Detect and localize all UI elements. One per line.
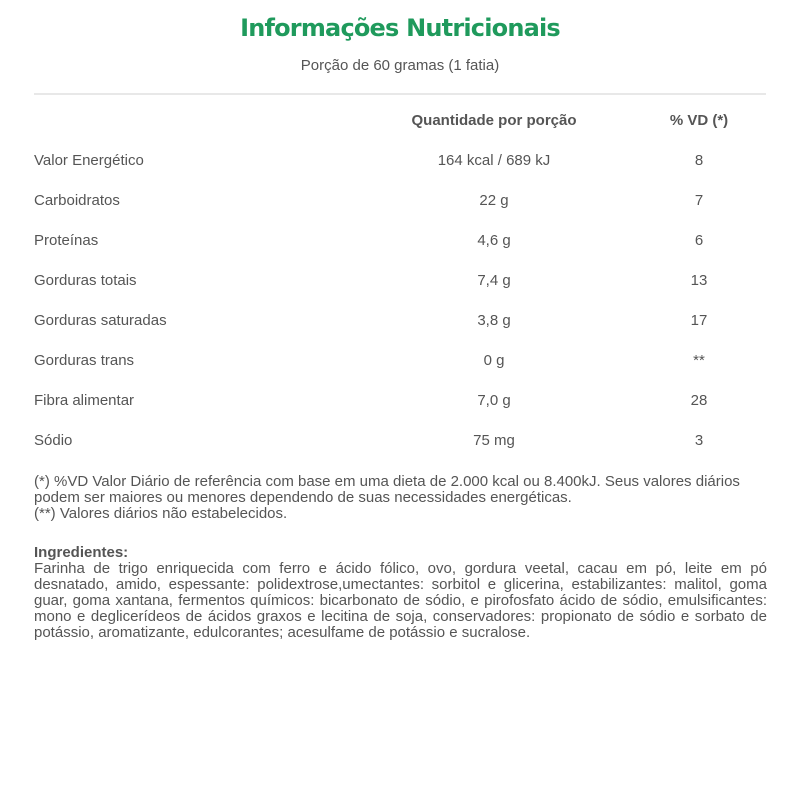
nutrient-vd: 7 — [694, 192, 704, 209]
table-row — [34, 272, 766, 312]
nutrient-vd: 13 — [690, 272, 708, 289]
nutrient-name: Gorduras trans — [34, 352, 135, 369]
nutrient-quantity: 22 g — [479, 192, 509, 209]
table-row — [34, 232, 766, 272]
serving-size: Porção de 60 gramas (1 fatia) — [300, 57, 500, 74]
table-row — [34, 392, 766, 432]
nutrient-vd: 6 — [694, 232, 704, 249]
nutrient-quantity: 3,8 g — [477, 312, 511, 329]
page-title: Informações Nutricionais — [240, 14, 560, 42]
nutrient-quantity: 4,6 g — [477, 232, 511, 249]
nutrient-name: Valor Energético — [34, 152, 144, 169]
nutrient-vd: 8 — [694, 152, 704, 169]
table-row — [34, 432, 766, 472]
nutrient-name: Proteínas — [34, 232, 99, 249]
table-row — [34, 192, 766, 232]
nutrient-name: Fibra alimentar — [34, 392, 135, 409]
footnote-not-established: (**) Valores diários não estabelecidos. — [34, 505, 288, 522]
nutrient-quantity: 7,4 g — [477, 272, 511, 289]
table-row — [34, 312, 766, 352]
ingredients-text: Farinha de trigo enriquecida com ferro e ácido fólico, ovo, gordura veetal, cacau em pó, leite em pó desnatado, amido, espessante: polidextrose,umectantes: sorbitol e glicerina, estabilizantes: malitol, goma guar, goma xantana, fermentos químicos: bicarbonato de sódio, e pirofosfato ácido de sódio, emulsificantes: mono e deglicerídeos de ácidos graxos e lecitina de soja, conservadores: propionato de sódio e sorbato de potássio, aromatizante, edulcorantes; acesulfame de potássio e sucralose. — [34, 560, 767, 641]
nutrient-quantity: 0 g — [483, 352, 505, 369]
nutrient-name: Gorduras totais — [34, 272, 137, 289]
header-vd: % VD (*) — [669, 112, 729, 129]
divider — [34, 93, 766, 95]
nutrient-vd: 3 — [694, 432, 704, 449]
nutrient-vd: 28 — [690, 392, 708, 409]
ingredients-section — [34, 545, 767, 641]
table-row — [34, 152, 766, 192]
footnotes — [34, 474, 769, 522]
nutrient-quantity: 164 kcal / 689 kJ — [437, 152, 551, 169]
table-row — [34, 352, 766, 392]
nutrient-vd: 17 — [690, 312, 708, 329]
table-header — [34, 112, 766, 152]
footnote-vd: (*) %VD Valor Diário de referência com base em uma dieta de 2.000 kcal ou 8.400kJ. Seus valores diários podem ser maiores ou menores dependendo de suas necessidades energéticas. — [34, 473, 740, 506]
nutrition-table — [34, 112, 766, 472]
nutrient-name: Carboidratos — [34, 192, 120, 209]
nutrient-vd: ** — [693, 352, 705, 369]
nutrient-quantity: 75 mg — [473, 432, 515, 449]
nutrient-name: Sódio — [34, 432, 73, 449]
ingredients-label: Ingredientes: — [34, 544, 129, 561]
header-quantity: Quantidade por porção — [411, 112, 577, 129]
nutrient-name: Gorduras saturadas — [34, 312, 167, 329]
nutrient-quantity: 7,0 g — [477, 392, 511, 409]
